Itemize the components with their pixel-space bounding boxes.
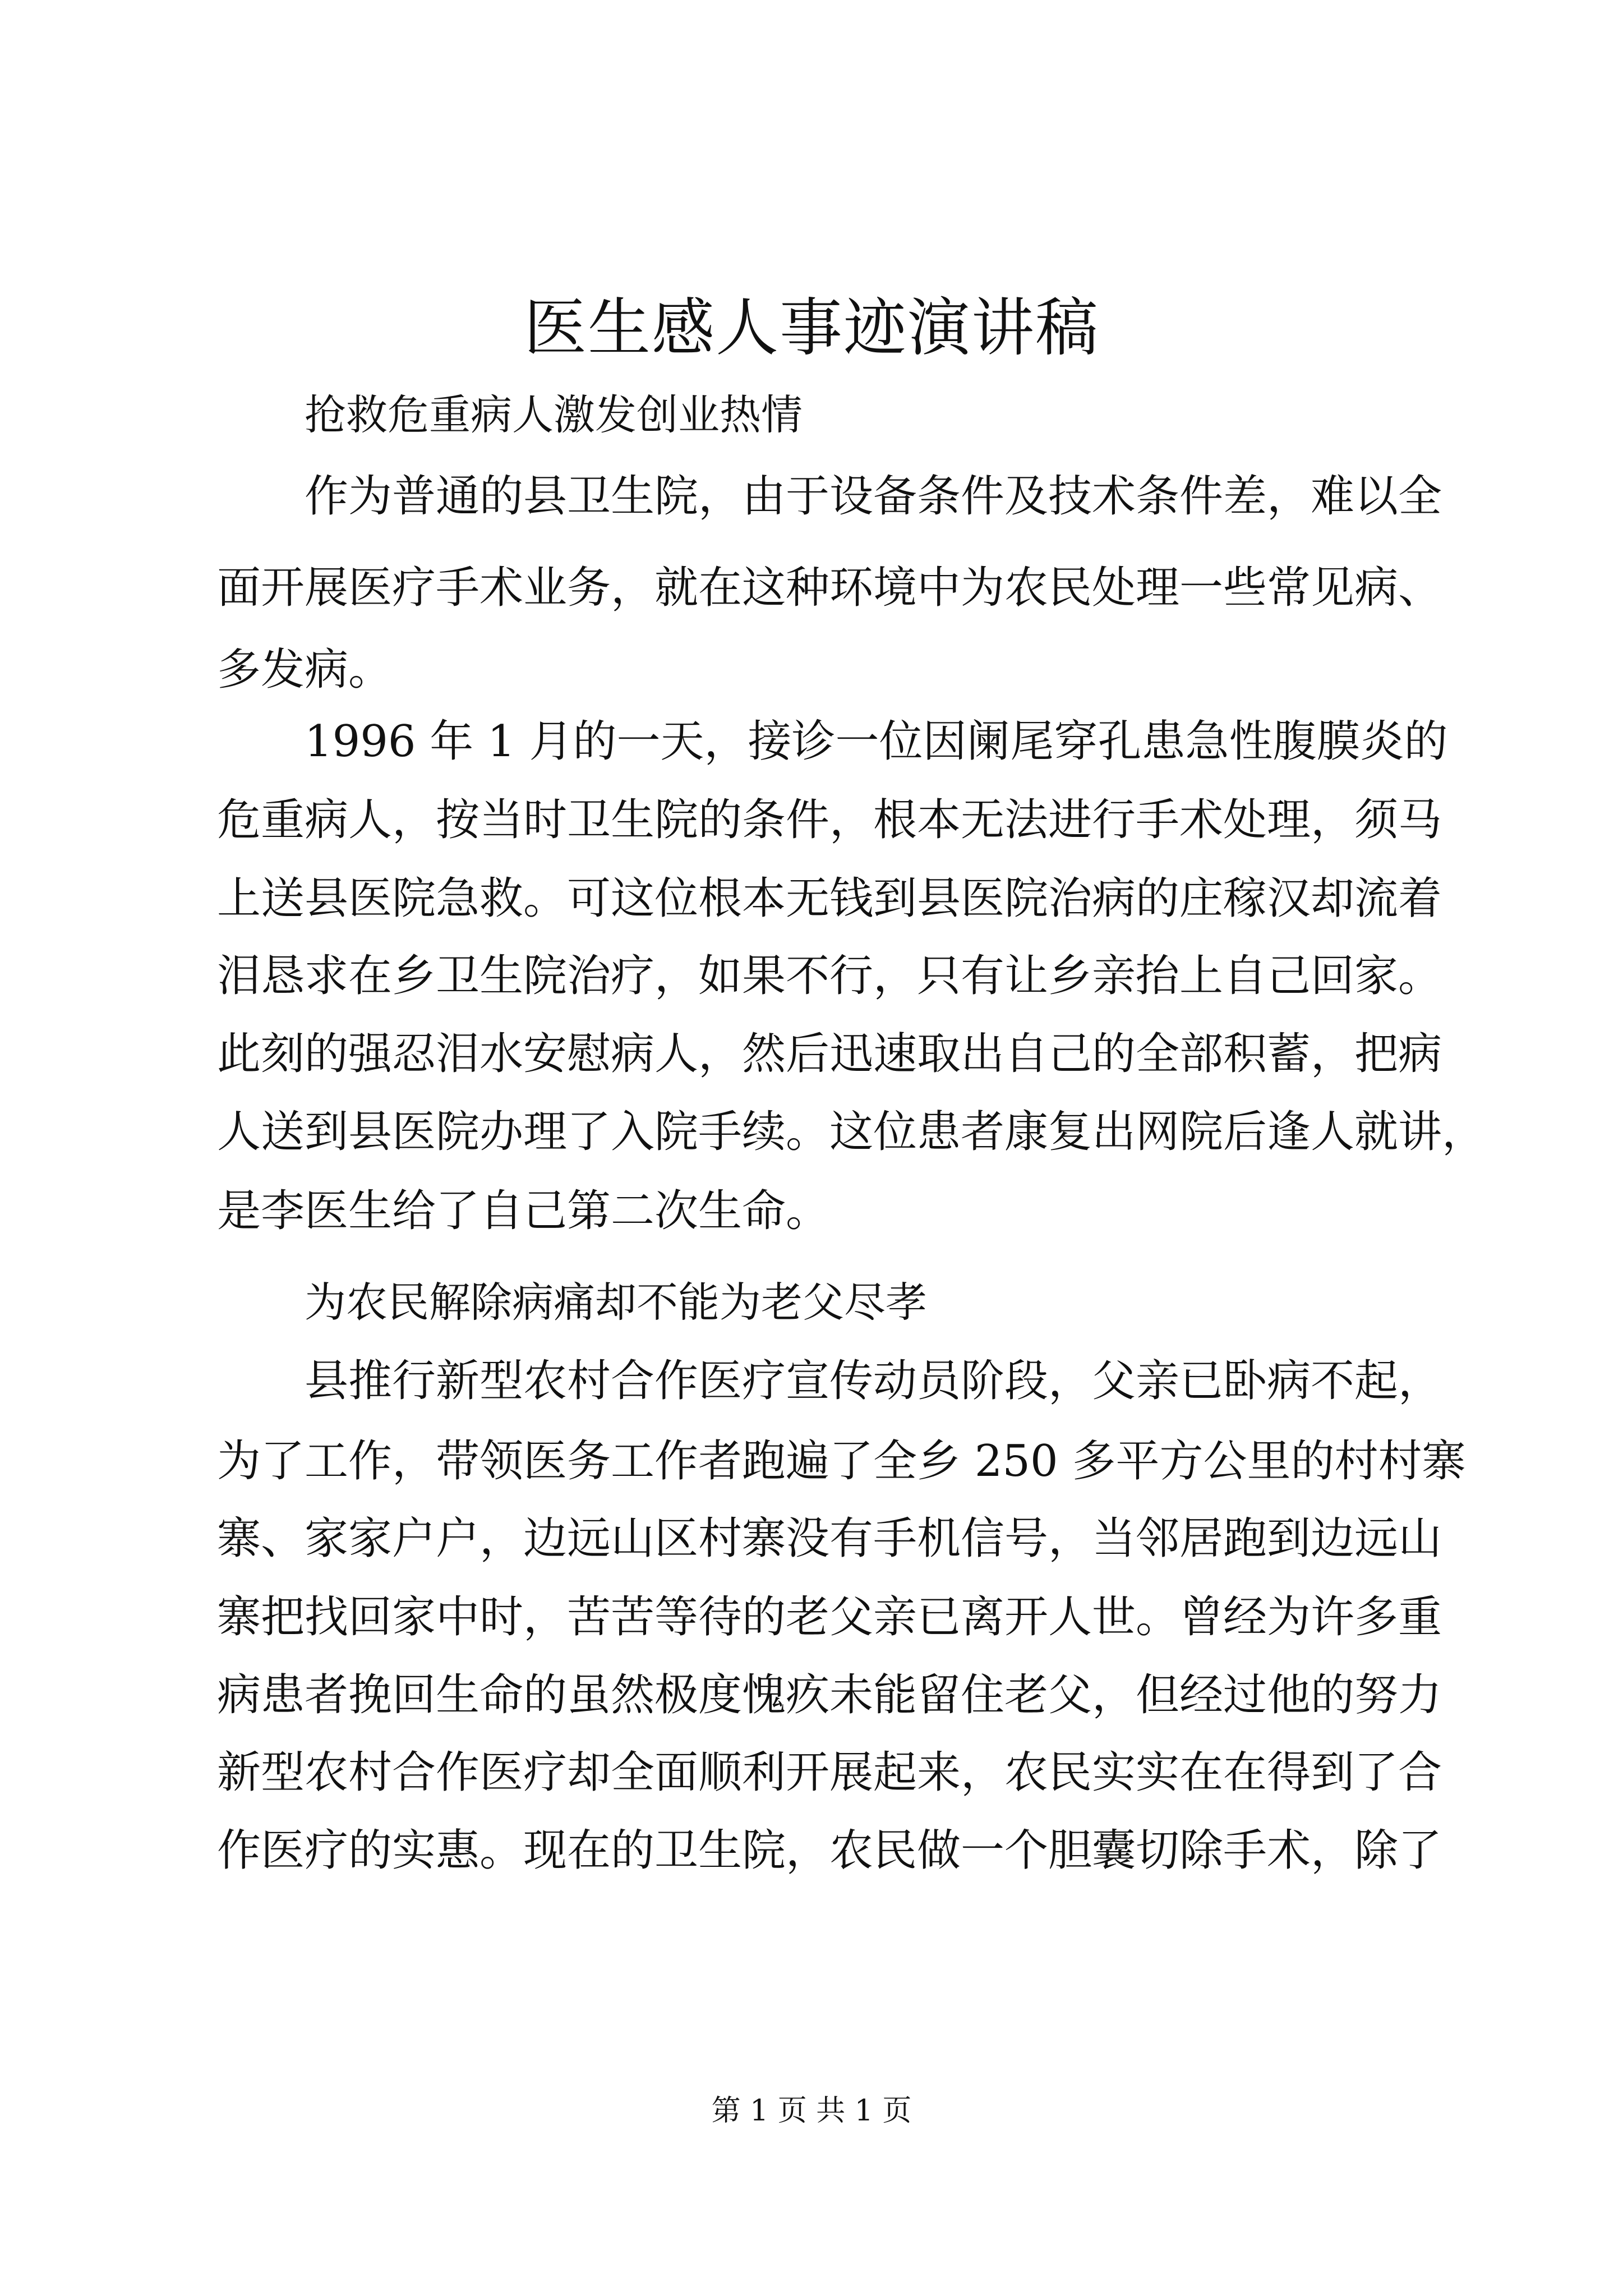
paragraph-line: 人送到县医院办理了入院手续。这位患者康复出网院后逢人就讲， — [217, 1107, 1486, 1157]
paragraph-line: 病患者挽回生命的虽然极度愧疚未能留住老父，但经过他的努力 — [217, 1670, 1442, 1720]
paragraph-line: 县推行新型农村合作医疗宣传动员阶段，父亲已卧病不起， — [305, 1356, 1442, 1406]
paragraph-line: 寨、家家户户，边远山区村寨没有手机信号，当邻居跑到边远山 — [217, 1513, 1442, 1564]
paragraph-line: 1996 年 1 月的一天，接诊一位因阑尾穿孔患急性腹膜炎的 — [305, 716, 1448, 767]
document-title: 医生感人事迹演讲稿 — [524, 292, 1099, 365]
paragraph-line: 是李医生给了自己第二次生命。 — [217, 1186, 830, 1236]
paragraph-line: 作为普通的县卫生院，由于设备条件及技术条件差，难以全 — [305, 471, 1442, 522]
section-heading-filial: 为农民解除病痛却不能为老父尽孝 — [305, 1278, 927, 1327]
paragraph-line: 作医疗的实惠。现在的卫生院，农民做一个胆囊切除手术，除了 — [217, 1825, 1442, 1876]
page-footer: 第 1 页 共 1 页 — [711, 2094, 912, 2128]
paragraph-line: 危重病人，按当时卫生院的条件，根本无法进行手术处理，须马 — [217, 795, 1442, 845]
paragraph-line: 新型农村合作医疗却全面顺利开展起来，农民实实在在得到了合 — [217, 1747, 1442, 1798]
paragraph-line: 面开展医疗手术业务，就在这种环境中为农民处理一些常见病、 — [217, 563, 1442, 613]
paragraph-line: 为了工作，带领医务工作者跑遍了全乡 250 多平方公里的村村寨 — [217, 1436, 1466, 1487]
section-heading-rescue: 抢救危重病人激发创业热情 — [305, 391, 803, 439]
paragraph-line: 多发病。 — [217, 645, 393, 695]
paragraph-line: 上送县医院急救。可这位根本无钱到县医院治病的庄稼汉却流着 — [217, 873, 1442, 924]
paragraph-line: 此刻的强忍泪水安慰病人，然后迅速取出自己的全部积蓄，把病 — [217, 1029, 1442, 1079]
paragraph-line: 泪恳求在乡卫生院治疗，如果不行，只有让乡亲抬上自己回家。 — [217, 951, 1442, 1001]
paragraph-line: 寨把找回家中时，苦苦等待的老父亲已离开人世。曾经为许多重 — [217, 1592, 1442, 1642]
